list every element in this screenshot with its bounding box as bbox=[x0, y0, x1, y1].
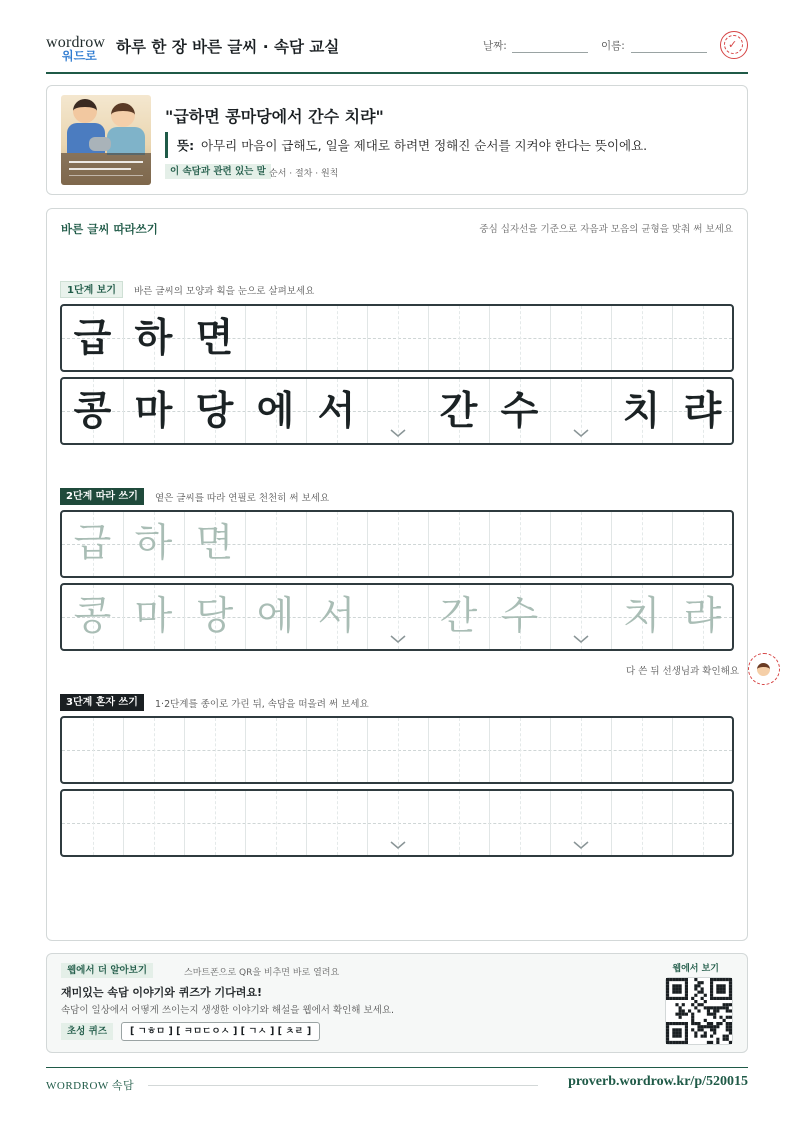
practice-char: 간 bbox=[439, 594, 478, 639]
meaning-label: 뜻: bbox=[177, 138, 195, 153]
step3-hint: 1·2단계를 종이로 가린 뒤, 속담을 떠올려 써 보세요 bbox=[155, 699, 369, 710]
writing-row[interactable] bbox=[60, 377, 734, 445]
date-field[interactable] bbox=[512, 52, 588, 53]
related-words: 순서 · 절차 · 원칙 bbox=[269, 169, 339, 179]
practice-char: 하 bbox=[134, 315, 173, 361]
space-marker-icon bbox=[573, 635, 589, 643]
space-marker-icon bbox=[573, 841, 589, 849]
space-marker-icon bbox=[573, 429, 589, 437]
web-hint: 스마트폰으로 QR을 비추면 바로 열려요 bbox=[184, 968, 340, 978]
wordrow-logo bbox=[46, 34, 110, 62]
step1-hint: 바른 글씨의 모양과 획을 눈으로 살펴보세요 bbox=[134, 286, 315, 297]
step3-label: 3단계 혼자 쓰기 bbox=[60, 694, 144, 711]
logo-wordmark: wordrow bbox=[46, 34, 106, 51]
date-label: 날짜: bbox=[483, 40, 507, 52]
practice-char: 치 bbox=[622, 594, 661, 639]
writing-row[interactable] bbox=[60, 789, 734, 857]
step1-label: 1단계 보기 bbox=[60, 281, 123, 298]
space-marker-icon bbox=[390, 841, 406, 849]
page-footer bbox=[46, 1067, 748, 1092]
practice-char: 랴 bbox=[683, 388, 722, 434]
footer-brand: WORDROW 속담 bbox=[46, 1080, 135, 1092]
practice-char: 마 bbox=[134, 388, 173, 434]
check-note: 다 쓴 뒤 선생님과 확인해요 bbox=[625, 666, 739, 677]
footer-url[interactable]: proverb.wordrow.kr/p/520015 bbox=[568, 1074, 748, 1089]
qr-code-icon[interactable] bbox=[665, 977, 733, 1045]
practice-char: 콩 bbox=[73, 594, 112, 639]
practice-char: 수 bbox=[500, 388, 539, 434]
writing-row[interactable] bbox=[60, 510, 734, 578]
practice-char: 급 bbox=[73, 315, 112, 361]
practice-hint: 중심 십자선을 기준으로 자음과 모음의 균형을 맞춰 써 보세요 bbox=[479, 224, 733, 235]
practice-title: 바른 글씨 따라쓰기 bbox=[61, 222, 158, 236]
practice-char: 콩 bbox=[73, 388, 112, 434]
practice-char: 랴 bbox=[683, 594, 722, 639]
practice-char: 치 bbox=[622, 388, 661, 434]
writing-row[interactable] bbox=[60, 304, 734, 372]
space-marker-icon bbox=[390, 429, 406, 437]
page-title: 하루 한 장 바른 글씨 · 속담 교실 bbox=[116, 38, 340, 56]
name-label: 이름: bbox=[601, 40, 625, 52]
practice-char: 서 bbox=[317, 594, 356, 639]
logo-korean: 워드로 bbox=[62, 49, 97, 63]
quiz-label: 초성 퀴즈 bbox=[61, 1023, 113, 1040]
practice-char: 면 bbox=[195, 521, 234, 566]
practice-char: 면 bbox=[195, 315, 234, 361]
writing-row[interactable] bbox=[60, 716, 734, 784]
name-field[interactable] bbox=[631, 52, 707, 53]
writing-row[interactable] bbox=[60, 583, 734, 651]
practice-char: 마 bbox=[134, 594, 173, 639]
proverb-card bbox=[46, 85, 748, 195]
web-promo-box bbox=[46, 953, 748, 1053]
practice-char: 급 bbox=[73, 521, 112, 566]
related-label: 이 속담과 관련 있는 말 bbox=[165, 164, 271, 179]
web-tag: 웹에서 더 알아보기 bbox=[61, 963, 153, 978]
web-heading: 재미있는 속담 이야기와 퀴즈가 기다려요! bbox=[61, 986, 262, 999]
practice-char: 에 bbox=[256, 388, 295, 434]
quiz-hint-box: [ ㄱㅎㅁ ] [ ㅋㅁㄷㅇㅅ ] [ ㄱㅅ ] [ ㅊㄹ ] bbox=[121, 1022, 320, 1041]
teacher-stamp-icon bbox=[748, 653, 780, 685]
practice-char: 하 bbox=[134, 521, 173, 566]
practice-char: 당 bbox=[195, 594, 234, 639]
step2-label: 2단계 따라 쓰기 bbox=[60, 488, 144, 505]
qr-label: 웹에서 보기 bbox=[672, 964, 719, 974]
practice-char: 서 bbox=[317, 388, 356, 434]
practice-char: 간 bbox=[439, 388, 478, 434]
meaning-block bbox=[165, 132, 648, 158]
web-subtext: 속담이 일상에서 어떻게 쓰이는지 생생한 이야기와 해설을 웹에서 확인해 보세요. bbox=[61, 1005, 395, 1016]
practice-char: 수 bbox=[500, 594, 539, 639]
proverb-title: "급하면 콩마당에서 간수 치랴" bbox=[165, 107, 384, 126]
practice-char: 에 bbox=[256, 594, 295, 639]
practice-char: 당 bbox=[195, 388, 234, 434]
check-stamp-icon: ✓ bbox=[720, 31, 748, 59]
proverb-illustration bbox=[61, 95, 151, 185]
space-marker-icon bbox=[390, 635, 406, 643]
step2-hint: 옅은 글씨를 따라 연필로 천천히 써 보세요 bbox=[155, 493, 330, 504]
page-header bbox=[46, 30, 748, 74]
meaning-text: 아무리 마음이 급해도, 일을 제대로 하려면 정해진 순서를 지켜야 한다는 뜻이에요. bbox=[201, 138, 648, 153]
